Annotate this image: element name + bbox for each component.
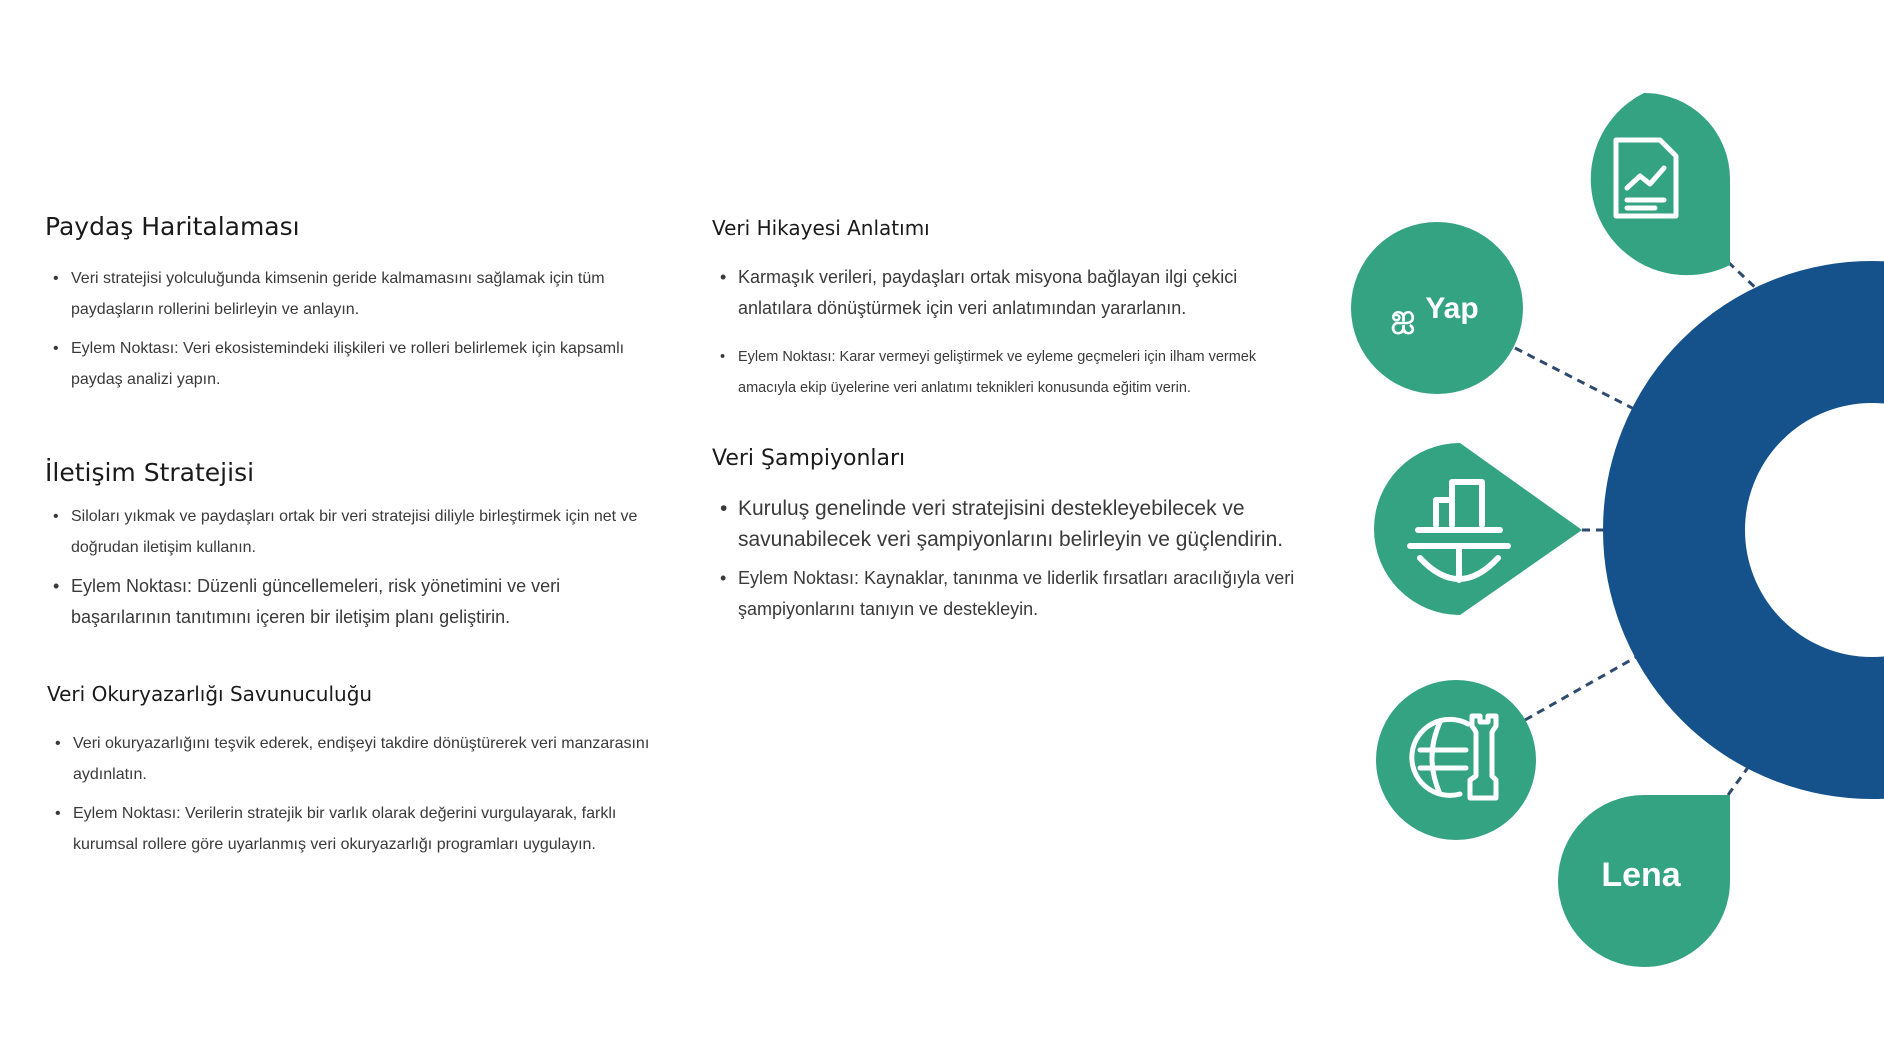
bullet-item: • Kuruluş genelinde veri stratejisini destekleyebilecek ve savunabilecek veri şampiyonlarını belirleyin ve güçlendirin. xyxy=(720,497,1284,551)
bullet-item: • Eylem Noktası: Veri ekosistemindeki ilişkileri ve rolleri belirlemek için kapsamlı paydaş analizi yapın. xyxy=(53,340,625,388)
node-shape xyxy=(1591,93,1730,275)
node-label: Lena xyxy=(1601,856,1681,894)
bullet-text: Eylem Noktası: Karar vermeyi geliştirmek ve eyleme geçmeleri için ilham vermek amacıyla ekip üyelerine veri anlatımı teknikleri konusunda eğitim verin. xyxy=(738,349,1257,396)
section-title: Paydaş Haritalaması xyxy=(45,212,300,241)
swirl-icon: ஐ xyxy=(1390,300,1416,333)
section-title: Veri Şampiyonları xyxy=(712,446,906,471)
connector-line xyxy=(1515,348,1640,412)
bullet-item: • Siloları yıkmak ve paydaşları ortak bir veri stratejisi diliyle birleştirmek için net ve doğrudan iletişim kullanın. xyxy=(53,508,638,556)
connector-line xyxy=(1525,652,1645,720)
bullet-text: Eylem Noktası: Verilerin stratejik bir varlık olarak değerini vurgulayarak, farklı kurumsal rollere göre uyarlanmış veri okuryazarlığı programları uygulayın. xyxy=(73,805,617,853)
bullet-text: Veri okuryazarlığını teşvik ederek, endişeyi takdire dönüştürerek veri manzarasını aydınlatın. xyxy=(73,735,650,783)
node-label: Yap xyxy=(1425,292,1479,325)
bullet-text: Eylem Noktası: Kaynaklar, tanınma ve liderlik fırsatları aracılığıyla veri şampiyonlarını tanıyın ve destekleyin. xyxy=(738,568,1295,619)
bullet-text: Kuruluş genelinde veri stratejisini destekleyebilecek ve savunabilecek veri şampiyonlarını belirleyin ve güçlendirin. xyxy=(738,497,1284,551)
bullet-text: Eylem Noktası: Veri ekosistemindeki ilişkileri ve rolleri belirlemek için kapsamlı paydaş analizi yapın. xyxy=(71,340,625,388)
bullet-item: • Eylem Noktası: Karar vermeyi geliştirmek ve eyleme geçmeleri için ilham vermek amacıyla ekip üyelerine veri anlatımı teknikleri konusunda eğitim verin. xyxy=(720,349,1257,396)
node-shape xyxy=(1376,680,1536,840)
node-lena[interactable] xyxy=(1558,795,1730,967)
node-bridge[interactable] xyxy=(1374,443,1582,615)
section-title: İletişim Stratejisi xyxy=(45,458,255,487)
bullet-item: • Eylem Noktası: Kaynaklar, tanınma ve liderlik fırsatları aracılığıyla veri şampiyonlarını tanıyın ve destekleyin. xyxy=(720,568,1295,619)
bullet-text: Karmaşık verileri, paydaşları ortak misyona bağlayan ilgi çekici anlatılara dönüştürmek için veri anlatımından yararlanın. xyxy=(738,267,1238,318)
bullet-text: Veri stratejisi yolculuğunda kimsenin geride kalmamasını sağlamak için tüm paydaşların rollerini belirleyin ve anlayın. xyxy=(71,270,605,318)
hub-ring xyxy=(1674,332,1884,728)
bullet-text: Eylem Noktası: Düzenli güncellemeleri, risk yönetimini ve veri başarılarının tanıtımını içeren bir iletişim planı geliştirin. xyxy=(71,576,561,627)
bullet-item: • Veri okuryazarlığını teşvik ederek, endişeyi takdire dönüştürerek veri manzarasını aydınlatın. xyxy=(55,735,650,783)
node-globe[interactable] xyxy=(1376,680,1536,840)
bullet-text: Siloları yıkmak ve paydaşları ortak bir veri stratejisi diliyle birleştirmek için net ve doğrudan iletişim kullanın. xyxy=(71,508,638,556)
node-yap[interactable] xyxy=(1351,222,1523,394)
node-report[interactable] xyxy=(1591,93,1730,275)
bullet-item: • Eylem Noktası: Düzenli güncellemeleri, risk yönetimini ve veri başarılarının tanıtımını içeren bir iletişim planı geliştirin. xyxy=(53,576,561,627)
bullet-item: • Eylem Noktası: Verilerin stratejik bir varlık olarak değerini vurgulayarak, farklı kurumsal rollere göre uyarlanmış veri okuryazarlığı programları uygulayın. xyxy=(55,805,617,853)
bullet-item: • Veri stratejisi yolculuğunda kimsenin geride kalmamasını sağlamak için tüm paydaşların rollerini belirleyin ve anlayın. xyxy=(53,270,605,318)
section-title: Veri Okuryazarlığı Savunuculuğu xyxy=(47,682,373,706)
section-title: Veri Hikayesi Anlatımı xyxy=(712,216,930,240)
bullet-item: • Karmaşık verileri, paydaşları ortak misyona bağlayan ilgi çekici anlatılara dönüştürmek için veri anlatımından yararlanın. xyxy=(720,267,1238,318)
